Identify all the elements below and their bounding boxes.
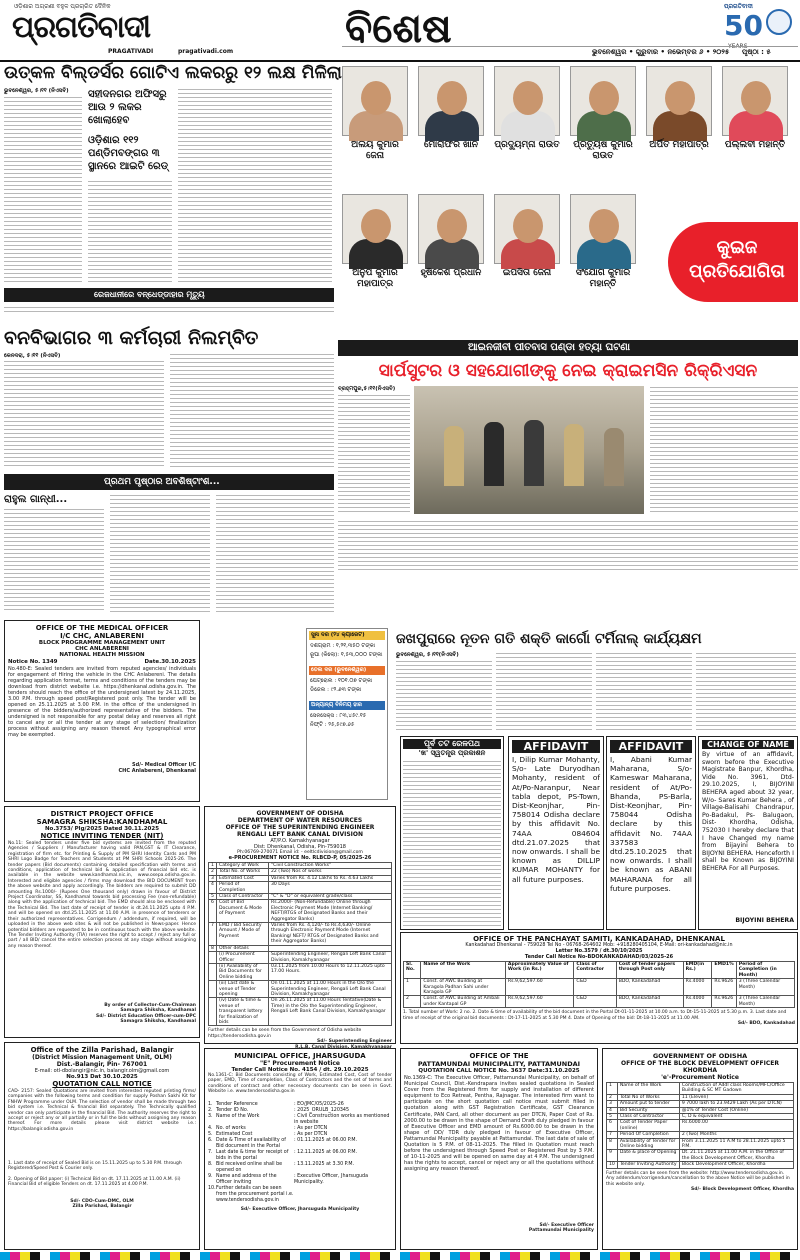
pattamundai-sign-1: Sd/- Executive Officer [539, 1223, 594, 1228]
continuation-label: ପ୍ରଥମ ପୃଷ୍ଠାର ଅବଶିଷ୍ଟାଂଶ... [104, 477, 220, 487]
balangir-body: CAD- 2157: Sealed Quotations are invited from interested reputed printing firms/ companies with the following terms and condition for supply Poshan Sakhi Kit for FNHW Programme under OLM. The selection of vendor shall be made through two bid system i.e. Technical & financial Bid separately. The Technically qualified vendor can only participate in the financial Bid. The authority reserves the right to accept or reject any or all partially or in full the bids without assigning any reason thereof. For more details please visit district website i.e.: https://balangir.odisha.gov.in [8, 1089, 196, 1132]
khordha-title-3: KHORDHA [682, 1067, 718, 1074]
color-registration-bar [0, 1252, 800, 1260]
rahul-story [4, 494, 334, 616]
list-cell: Further details can be seen from the procurement portal i.e. www.tendersodisha.gov.in [216, 1186, 294, 1203]
table-cell: Const. of AWC Building at Ambali under Kantapal GP [421, 996, 506, 1008]
table-cell: 7 [209, 923, 217, 946]
anniversary-number: 50 [724, 9, 763, 42]
quiz-panel [338, 62, 798, 324]
list-cell: Date & Time of availability of Bid document in the Portal [216, 1138, 286, 1149]
list-cell: 7. [208, 1150, 213, 1155]
samagra-title-3: NOTICE INVITING TENDER (NIT) [40, 832, 164, 840]
table-cell: 4 [607, 1107, 618, 1113]
balangir-item-1: 1. Last date of receipt of Sealed Bid is on 15.11.2025 up to 5.30 P.M. through Registered/Speed Post & Courier only. [8, 1161, 182, 1172]
date-strip [342, 46, 798, 58]
table-cell: Rs.9,62,597.60 [505, 979, 573, 996]
table-header-cell: Approximately Value of Work (in Rs.) [505, 962, 573, 979]
affidavit-2-title: AFFIDAVIT [610, 740, 692, 753]
list-cell: : 13.11.2025 at 3.30 P.M. [294, 1162, 355, 1167]
list-cell [294, 1186, 390, 1204]
list-cell: No. of works [216, 1126, 246, 1131]
list-cell: Bid received online shall be opened on [216, 1162, 283, 1173]
water-title-6: Dist: Dhenkanal, Odisha, Pin-759018 [254, 844, 346, 850]
winner-photo [494, 194, 560, 264]
winner-photo [342, 194, 408, 264]
table-cell: C, D & equivalent [679, 1114, 793, 1120]
petrol-row-2: ଡିଜେଲ : ୯୨.୬୩ ଟଙ୍କା [310, 687, 362, 693]
list-cell: : Civil Construction works as mentioned in website [294, 1114, 390, 1125]
petrol-row-1: ପେଟ୍ରୋଲ : ୧୦୧.୦୭ ଟଙ୍କା [310, 678, 373, 684]
list-cell: Tender Reference [216, 1102, 258, 1107]
gold-label: ସୁନା ଦର (୨୪ କ୍ୟାରେଟ) [309, 631, 385, 640]
table-cell: BDO, Kankadahad [616, 996, 683, 1008]
table-row [209, 900, 392, 923]
table-header-cell: Cost of tender papers through Post only [616, 962, 683, 979]
page-number: ପୃଷ୍ଠା : ୫ [742, 48, 771, 56]
notice-affidavit-1 [508, 736, 604, 930]
winner-photo [342, 66, 408, 136]
table-row [209, 875, 392, 881]
table-cell: Rs.4000 [683, 996, 712, 1008]
winner-photo [418, 66, 484, 136]
table-header-cell: Name of the Work [421, 962, 506, 979]
table-cell: 2 [607, 1094, 618, 1100]
murder-story [338, 326, 798, 628]
balangir-title-4: QUOTATION CALL NOTICE [52, 1080, 152, 1088]
quiz-title: କୁଇଜ ପ୍ରତିଯୋଗିତା [689, 237, 785, 282]
emblem-icon [766, 9, 792, 35]
kankadahad-subtitle: Tender Call Notice No-BDOKANKADAHAD/03/2025-26 [524, 954, 674, 960]
list-cell: 10. [208, 1186, 216, 1191]
table-row [209, 998, 392, 1026]
notice-change-name [698, 736, 798, 930]
table-cell: Rs.6000.00 [679, 1120, 793, 1132]
gold-row-2: ରୂପା (କିଲୋ): ୧,୫୩,୦୦୦ ଟଙ୍କା [310, 652, 383, 658]
table-cell: Construction of Addl class Rooms/MFC/Office Building & SC MT Gadown [679, 1083, 793, 1095]
table-cell: 1 [404, 979, 421, 996]
list-cell: 2. [208, 1108, 213, 1113]
cargo-story [396, 630, 798, 734]
table-cell: 2 [404, 996, 421, 1008]
table-cell: Other details [217, 945, 269, 951]
notice-samagra [4, 806, 200, 1038]
notice-pattamundai [400, 1048, 598, 1250]
winner-name: ଇପସିତା ଜେନା [502, 268, 552, 278]
affidavit-1-title: AFFIDAVIT [512, 740, 600, 753]
table-cell: Estimated Cost [217, 875, 269, 881]
table-cell: On 01.11.2025 at 11.00 Hours in the O/o the Superintending Engineer, Rengali Left Bank Canal Division, Kamakhyanagar [269, 981, 392, 998]
table-cell: Name of the Work [617, 1083, 679, 1095]
lancer-caption: ରେଜଧାନୀରେ ବନ୍ଧେଡ୍‌ଡାହାର ମୃତ୍ୟୁ [94, 290, 205, 299]
list-cell: Name and address of the Officer inviting [216, 1174, 277, 1185]
balangir-title-3: Dist.-Balangir, Pin- 767001 [56, 1061, 148, 1068]
winner-photo [418, 194, 484, 264]
table-cell: Varies from Rs. 4.12 Lakhs to Rs. 4.63 Lakhs [269, 875, 392, 881]
balangir-sign-2: Zilla Parishad, Balangir [72, 1204, 132, 1210]
list-item [208, 1150, 392, 1162]
table-cell: 11 (Eleven) [679, 1094, 793, 1100]
medical-title-3: BLOCK PROGRAMME MANAGEMENT UNIT [38, 640, 166, 646]
water-title-2: DEPARTMENT OF WATER RESOURCES [237, 817, 363, 824]
table-cell: Bid Security [617, 1107, 679, 1113]
table-cell: Total No of Works [617, 1094, 679, 1100]
list-cell: : EO/JMC/05/2025-26 [294, 1102, 344, 1107]
medical-title-5: NATIONAL HEALTH MISSION [59, 652, 145, 658]
table-cell: Dt. 21.11.2025 at 11.00 A.M. in the Office of the Block Development Officer, Khordha [679, 1150, 793, 1162]
table-row [209, 882, 392, 894]
balangir-title-2: (District Mission Management Unit, OLM) [32, 1054, 172, 1061]
list-cell: Estimated Cost [216, 1132, 253, 1137]
list-cell: : As per DTCN [294, 1126, 328, 1131]
water-title-4: RENGALI LEFT BANK CANAL DIVISION [236, 831, 364, 838]
list-cell: 8. [208, 1162, 213, 1167]
table-cell: (ii) Availability of Bid Documents for Online bidding [217, 963, 269, 980]
petrol-label: ତେଲ ଦର (ଭୁବନେଶ୍ୱର) [309, 666, 385, 675]
market-label: ଅନ୍ୟାନ୍ୟ ବିନିମୟ ହାର [309, 701, 385, 710]
khordha-title-4: 'e'-Procurement Notice [661, 1074, 739, 1081]
winner-name: ହୃଷିକେଶ ପ୍ରଧାନ [420, 268, 482, 278]
murder-headline: ସାର୍ପସୁଟର ଓ ସହଯୋଗୀଙ୍କୁ ନେଇ କ୍ରାଇମସିନ ରିକ୍ରିଏସନ [378, 361, 758, 381]
table-row [209, 963, 392, 980]
notice-kankadahad [400, 932, 798, 1044]
medical-title-1: OFFICE OF THE MEDICAL OFFICER [35, 624, 169, 632]
table-cell: 6 [607, 1120, 618, 1132]
section-title: ବିଶେଷ [345, 6, 452, 52]
balangir-item-2: 2. Opening of Bid paper: (i) Technical Bid on dt. 17.11.2025 at 11.00 A.M. (ii) Financial Bid of eligible Tenders on dt. 17.11.2025 at 4.00 P.M. [8, 1177, 181, 1188]
jharsuguda-body: No.1361-C: Bid Documents consisting of Work, Estimated Cost, Cost of tender paper, EMD, Time of completion, Class of Contractors and the set of terms and conditions of contract and other necessary documents can be seen in Govt. Website i.e. www.tendersodisha.gov.in [208, 1073, 392, 1095]
pattamundai-title-2: PATTAMUNDAI MUNICIPALITY, PATTAMUNDAI [417, 1060, 581, 1068]
market-row-1: ସେନସେକ୍ସ : ୮୩,୪୫୯.୧୫ [310, 713, 367, 719]
change-name-body: By virtue of an affidavit, sworn before the Executive Magistrate Banpur, Khordha, Vide No. 3961, Dtd-29.10.2025, I, BIJOYINI BEHERA aged about 32 year, W/o- Sares Kumar Behera , of Village-Balisahi Chandrapur, Po-Badakul, Ps- Balugaon, Dist- Khordha, Odisha, 752030 I hereby declare that I have Changed my name from Bijayini Behera to BIJOYNI BEHERA. Henceforth I shall be Known as BIJOYINI BEHERA For all Purposes. [702, 751, 794, 872]
table-cell: 22 (Two) Nos of works [269, 869, 392, 875]
table-cell [209, 963, 217, 980]
medical-sign-1: Sd/- Medical Officer I/C [131, 762, 196, 768]
table-row [209, 981, 392, 998]
water-title-5: AT/P.O. Kamakhyanagar [270, 838, 330, 844]
winner-photo [570, 66, 636, 136]
table-row [209, 952, 392, 964]
forest-story [4, 326, 334, 494]
pattamundai-sign-2: Pattamundai Municipality [528, 1228, 594, 1234]
table-row [607, 1162, 794, 1168]
lancer-story [4, 62, 342, 324]
table-cell: From 3.11.2025 11 A.M to 28.11.2025 upto 5 P.M. [679, 1138, 793, 1150]
table-row [404, 979, 795, 996]
quiz-title-badge [668, 222, 798, 302]
table-cell: Tender Inviting Authority [617, 1162, 679, 1168]
table-row [607, 1101, 794, 1107]
table-cell: 9 [607, 1150, 618, 1162]
table-cell: "C" & "D" or equivalent grade/class [269, 894, 392, 900]
kankadahad-title: OFFICE OF THE PANCHAYAT SAMITI, KANKADAHAD, DHENKANAL [473, 935, 725, 943]
list-item [208, 1162, 392, 1174]
samagra-sign-2: Samagra Shiksha, Kandhamal [120, 1008, 196, 1014]
kankadahad-footer: 1. Total number of Work: 2 no. 2. Date & time of availability of the bid document in the Portal Dt-01-11-2025 at 10.00 a.m. to Dt-15-11-2025 at 5.30 p.m. 3. Last date and time of receipt of the original bid documents : Dt-17-11-2025 at 5.30 PM 4. Date of Opening of the bid: Dt-18-11-2025 at 11.00 AM. [403, 1010, 787, 1021]
medical-body: No.480-E: Sealed tenders are invited from reputed agencies/ individuals for engagement of Hiring the vehicle in the CHC Anlabereni. The details regarding application format, terms and conditions of the tenders may be download from district website i.e. https://dhenkanal.odisha.gov.in. The tenders should reach the office of the undersigned latest by 24.11.2025, 3.00 P.M. through speed post/Registered post only. The tender will be opened on 25.11.2025 at 3.00 P.M. in the office of the undersigned in presence of the bidders/authorized representative of the bidders. The undersigned is not responsible for any postal delay and reserves all right to cancel any or all the tender at any stage of selection/ finalization process without assigning any reason thereof. Any typographical error may be exempted. [8, 666, 196, 738]
table-cell: 30 Days [269, 882, 392, 894]
table-header-cell: Period of Completion (in Month) [736, 962, 794, 979]
rahul-title: ରାହୁଲ ଗାନ୍ଧୀ... [4, 494, 68, 505]
murder-banner-text: ଆଇନଜୀବୀ ପୀତବାସ ପଣ୍ଡା ହତ୍ୟା ଘଟଣା [468, 342, 631, 353]
table-cell: 4 [209, 882, 217, 894]
water-sign-1: Sd/- Superintending Engineer [317, 1039, 392, 1045]
list-cell: 1. [208, 1102, 213, 1107]
lancer-headline: ଉତ୍କଳ ବିଲ୍ଡର୍ସର ଗୋଟିଏ ଲକରରୁ ୧୨ ଲକ୍ଷ ମିଳିଲା [4, 63, 342, 83]
list-cell: : 2025_ORULB_120345 [294, 1108, 350, 1113]
list-cell: 3. [208, 1114, 213, 1119]
crime-scene-photo [414, 386, 644, 514]
table-cell: 2 [209, 869, 217, 875]
table-cell: Varies from Rs. 4,120/- to Rs.4,630/- Online through Electronic Payment Mode (Internet Banking/ NEFT/ RTGS of Designated Banks and their Aggregator Banks) [269, 923, 392, 946]
pattamundai-body: No.1369-C: The Executive Officer, Pattamundai Municipality, on behalf of Municipal Council, Dist.-Kendrapara invites sealed quotations in Sealed Cover from the Registered firm for supply and installation of different equipment to Eco Retreat, Pentha, Rajnagar. The interested firm want to participate on the short quotation call notice must submit filled in quotation along with GST Registration Certificate, GST Clearance Certificate, PAN Card, all other document as per DTCN, Paper Cost of Rs. 2000.00 to be drawn in the shape of Demand Draft duly pledged in favour of Executive Officer and EMD amount of Rs.6000.00 to be drawn in the shape of DD/ TDR duly pledged in favour of Executive Officer, Pattamundai Municipality payable at Pattamundai. The last date of sale of Quotation is 5 P.M. of 08-11-2025. The filled in Quotation must reach before the undersigned through Speed Post or Registered Post by 3 P.M. of 10-11-2025 and will be opened on same day at 4 P.M. The undersigned has the rights to accept, cancel or reject any or all the quotations without assigning any reason thereof. [404, 1075, 594, 1173]
table-cell: 9 7000 lakh to 23.9429 Lakh (As per DTCN) [679, 1101, 793, 1107]
table-cell: EMD / Bid Security Amount / Mode of Payment [217, 923, 269, 946]
table-cell [209, 952, 217, 964]
railway-sub: 'ଖ' ସ୍ୱତନ୍ତ୍ର ପ୍ରକାଶନ [418, 749, 486, 757]
table-cell: Rs.2000/- (Non-Refundable) Online through Electronic Payment Mode (Internet Banking/ NEFT/RTGS of Designated Banks and their Aggregator Banks) [269, 900, 392, 923]
table-cell: Block Development Officer, Khordha [679, 1162, 793, 1168]
winner-photo [494, 66, 560, 136]
table-cell: Superintending Engineer, Rengali Left Bank Canal Division, Kamakhyanagar [269, 952, 392, 964]
list-cell: 6. [208, 1138, 213, 1143]
notice-balangir [4, 1042, 200, 1250]
masthead-tagline: ଓଡ଼ିଶାର ଅଗ୍ରଣୀ ବହୁଳ ପ୍ରଚାରିତ ଦୈନିକ [14, 3, 111, 10]
winner-photo [646, 66, 712, 136]
table-row [607, 1138, 794, 1150]
notice-medical [4, 620, 200, 802]
kankadahad-table [403, 961, 795, 1008]
balangir-email[interactable]: E-mail: otl-dbolangir@nic.in, balangir.olm@gmail.com [34, 1068, 170, 1074]
kankadahad-sign: Sd/- BDO, Kankadahad [737, 1021, 795, 1027]
table-row [607, 1083, 794, 1095]
list-cell: : 12.11.2025 at 06.00 P.M. [294, 1150, 358, 1155]
table-cell: Class of Contractor [217, 894, 269, 900]
samagra-ref: No.3753/ Plg/2025 Dated 30.11.2025 [44, 826, 160, 832]
forest-dateline: କେନଦରା, ୫।୧୧ (ନିଏସବି) [4, 353, 61, 359]
water-title-3: OFFICE OF THE SUPERINTENDING ENGINEER [225, 824, 375, 831]
table-row [209, 923, 392, 946]
table-cell: Const. of AWC Building at Karagola Padhan Sahi under Karagola GP [421, 979, 506, 996]
table-cell: 2 (Two) Months [679, 1132, 793, 1138]
jharsuguda-ref: Tender Call Notice No. 4154 / dt. 29.10.2025 [231, 1067, 369, 1073]
kankadahad-ref: Letter No.3579 / dt.30/10/2025 [555, 948, 643, 954]
notice-railway [400, 736, 504, 930]
notice-jharsuguda [204, 1048, 396, 1250]
pattamundai-ref: QUOTATION CALL NOTICE No. 3637 Date:31.10.2025 [418, 1068, 580, 1074]
winner-photo [570, 194, 636, 264]
railway-title: ପୂର୍ବ ତଟ ରେଳପଥ [403, 739, 501, 749]
table-header-cell: EMD(in Rs.) [683, 962, 712, 979]
market-row-2: ନିଫ୍ଟି : ୨୫,୫୯୭.୬୫ [310, 722, 355, 728]
cargo-headline: ଜଖପୁରାରେ ନୂତନ ଗତି ଶକ୍ତି କାର୍ଗୋ ଟର୍ମିନାଲ୍ କାର୍ଯ୍ୟକ୍ଷମ [396, 631, 702, 647]
winner-photo [722, 66, 788, 136]
table-cell: C&D [574, 979, 616, 996]
masthead-logo-sub: PRAGATIVADI [108, 48, 154, 55]
list-cell: Tender ID No. [216, 1108, 249, 1113]
medical-title-2: I/C CHC, ANLABERENI [60, 632, 144, 640]
samagra-title-2: SAMAGRA SHIKSHA:KANDHAMAL [36, 818, 168, 826]
change-name-title: CHANGE OF NAME [702, 740, 794, 749]
continuation-banner [4, 474, 334, 490]
table-cell: Date & place of Opening [617, 1150, 679, 1162]
list-cell: 9. [208, 1174, 213, 1179]
list-cell: Last date & time for receipt of bids in the portal [216, 1150, 289, 1161]
date-line: ଭୁବନେଶ୍ୱର • ଗୁରୁବାର • ନଭେମ୍ବର ୬ • ୨୦୨୫ [592, 48, 730, 56]
khordha-footer: Further details can be seen from the website: http://www.tendersodisha.gov.in. Any addendum/corrigendum/cancellation to the above Notice will be published in this website only. [606, 1170, 790, 1187]
table-cell: 5 [209, 894, 217, 900]
winner-name: ଅର୍ପିତ ମହାପାତ୍ର [649, 140, 709, 150]
list-cell: 4. [208, 1126, 213, 1131]
list-cell: : As per DTCN [294, 1132, 328, 1137]
table-cell: (i) Procurement Officer [217, 952, 269, 964]
samagra-sign-4: Samagra Shiksha, Kandhamal [120, 1019, 196, 1025]
water-title-7: e-PROCUREMENT NOTICE No. RLBCD-P, 05/2025-26 [228, 855, 372, 861]
jharsuguda-sign: Sd/- Executive Officer, Jharsuguda Municipality [240, 1207, 360, 1212]
winner-name: ଅନୁପ କୁମାର ମହାପାତ୍ର [352, 268, 398, 289]
jharsuguda-title-1: MUNICIPAL OFFICE, JHARSUGUDA [234, 1052, 366, 1060]
masthead-website[interactable]: pragativadi.com [178, 48, 234, 55]
khordha-sign: Sd/- Block Development Officer, Khordha [691, 1186, 794, 1192]
change-name-sign: BIJOYINI BEHERA [735, 917, 794, 924]
table-header-cell: Sl. No. [404, 962, 421, 979]
table-cell: C&D [574, 996, 616, 1008]
lancer-subhead-1: ସହୀଦନଗର ଅଫିସରୁ ଆଉ ୨ ଲକର ଖୋଲାହେବ [88, 89, 167, 126]
table-cell: 5 [607, 1114, 618, 1120]
water-table [208, 862, 392, 1026]
kankadahad-contact: Kankadahad Dhenkanal - 759028 Tel No - 06768-264602 Mob: +918280405104, E-Mail: ori-kankadahad@nic.in [465, 943, 733, 948]
table-cell: (iii) Last date & venue of Tender opening [217, 981, 269, 998]
masthead [0, 0, 800, 58]
table-cell: Rs.9,62,597.60 [505, 996, 573, 1008]
winner-name: ପଲ୍ଲବୀ ମହାନ୍ତି [724, 140, 786, 150]
notice-water [204, 806, 396, 1044]
lancer-subhead-2: ଓଡ଼ିଶାର ୧୧୨ ପଣ୍ଡିମବଙ୍ଗର ୩ ସ୍ଥାନରେ ଆଇଟି ରେଡ୍ [88, 135, 169, 172]
list-item [208, 1186, 392, 1204]
table-cell: "Civil Construction Works" [269, 863, 392, 869]
samagra-title-1: DISTRICT PROJECT OFFICE [50, 810, 154, 818]
affidavit-2-body: I, Abani Kumar Maharana, S/o- Kameswar Maharana, resident of At/Po-Bhanda, PS-Barla, Dist-Keonjhar, Pin-758044 Odisha declare by this affidavit No. 74AA 337583 dtd.25.10.2025 that now onwards. I shall be known as ABANI MAHARANA for all future purposes. [610, 755, 692, 893]
masthead-logo[interactable]: ପ୍ରଗତିବାଦୀ [12, 10, 151, 45]
water-contact: Ph:06769-270071 Email id: - eeltlcdivision@gmail.com [237, 850, 363, 855]
table-row [607, 1150, 794, 1162]
pattamundai-title-1: OFFICE OF THE [469, 1052, 529, 1060]
table-header-cell: Class of Contractor [574, 962, 616, 979]
notice-affidavit-2 [606, 736, 696, 930]
list-item [208, 1114, 392, 1126]
table-cell: Rs.9626 [712, 979, 736, 996]
table-cell: BDO, Kankadahad [616, 979, 683, 996]
list-item [208, 1174, 392, 1186]
table-cell: Period Of Completion [617, 1132, 679, 1138]
balangir-sign-1: Sd/- CDO-Cum-DMC, OLM [70, 1199, 134, 1204]
table-cell: 03.11.2025 from 10.00 Hours to 12.11.2025 upto 17.00 Hours. [269, 963, 392, 980]
water-footer: Further details can be seen from the Government of Odisha website https://tendersodisha.gov.in [208, 1028, 362, 1039]
table-row [404, 996, 795, 1008]
water-title-1: GOVERNMENT OF ODISHA [256, 810, 344, 817]
table-cell: Availability of Tender for Online bidding [617, 1138, 679, 1150]
table-cell: Period of Completion [217, 882, 269, 894]
medical-sign-2: CHC Anlabereni, Dhenkanal [118, 768, 196, 774]
gold-row-1: ଦଶଗ୍ରାମ : ୧,୨୧,୩୫୦ ଟଙ୍କା [310, 643, 376, 649]
table-cell: Rs.9626 [712, 996, 736, 1008]
table-cell: Category of Work [217, 863, 269, 869]
balangir-ref: No.913 Dat 30.10.2025 [66, 1074, 138, 1080]
winner-name: ମୋରାଫର ଖାନ [423, 140, 479, 150]
table-cell: Cost of Bid Document & Mode of Payment [217, 900, 269, 923]
table-cell: 3 (Three Calendar Month) [736, 979, 794, 996]
khordha-table [606, 1082, 794, 1169]
winner-name: ପ୍ରଦ୍ୟୁମ୍ନା ରାଉତ [494, 140, 560, 150]
list-cell: : Executive Officer, Jharsuguda Municipality. [294, 1174, 369, 1185]
table-cell: 10 [607, 1162, 618, 1168]
samagra-body: No.11: Sealed tenders under five bid systems are invited from the reputed Agencies / Suppliers / Manufacturer having valid PAN,GST & IT Clearance, registration of firm etc. for Printing & Supply of PM SHRI Identity Cards and PM SHRI Logo Badge for Teachers and Students at PM SHRI Schools 2025-26. The tender papers (Bid documents) containing detailed specification with terms and conditions, application of technical bid & application of financial bid etc. is available in the website www.kandhamal.nic.in, www.osepa.odisha.gov.in. Interested and eligible agencies / firms may download the BID DOCUMENT from the above website and apply accordingly. The bidders are required to submit DD amounting Rs.1000/- (Rupees One thousand only) drawn in favour of District Project Coordinator, SS, Kandhamal towards bid processing Fee (non-refundable) along with the application of technical bid. The EMD should also be enclosed with the Technical Bid. The last date of receipt of tender is dt.24.11.2025 upto 4 P.M. and will be opened on dtd.25.11.2025 at 11.00 A.M. in presence of tenderers or their authorized representatives. Corrigendum / addendum, if required, will be uploaded in the above web sites & will not be published in News-paper. Hence potential bidders are requested to be in continuous touch with the above website. The Tender Inviting Authority (TIA) reserves the right to accept / reject any full or part / all BID/ cancel the entire selection process at any stage without assigning any reason thereof. [8, 841, 196, 949]
table-cell: 7 [607, 1132, 618, 1138]
table-cell: 3 [607, 1101, 618, 1107]
medical-title-4: CHC ANLABERENI [75, 646, 129, 652]
lancer-dateline: ଭୁବନେଶ୍ୱର, ୫।୧୧ (ନିଏସବି) [4, 88, 69, 94]
anniversary-label: YEARS [728, 43, 748, 50]
table-cell: 3 (Three Calendar Month) [736, 996, 794, 1008]
market-box [306, 628, 388, 800]
table-cell: 3 [209, 875, 217, 881]
table-cell [209, 981, 217, 998]
winner-name: ସଂଯୋଗ କୁମାର ମହାନ୍ତି [575, 268, 631, 289]
list-cell: Name of the Work [216, 1114, 260, 1119]
forest-headline: ବନବିଭାଗର ୩ କର୍ମଚାରୀ ନିଲମ୍ବିତ [4, 327, 259, 349]
table-cell [209, 998, 217, 1026]
balangir-title-1: Office of the Zilla Parishad, Balangir [30, 1046, 174, 1054]
medical-ref: Notice No. 1349 [8, 659, 58, 665]
murder-dateline: ବ୍ରହ୍ମପୁର,୫।୧୧(ନିଏସବି) [338, 386, 396, 392]
khordha-title-2: OFFICE OF THE BLOCK DEVELOPMENT OFFICER [621, 1060, 779, 1067]
murder-banner [338, 340, 798, 356]
table-cell: Rs.4000 [683, 979, 712, 996]
list-item [208, 1138, 392, 1150]
khordha-title-1: GOVERNMENT OF ODISHA [652, 1052, 748, 1060]
table-header-cell: EMD1% [712, 962, 736, 979]
table-row [607, 1120, 794, 1132]
winner-name: ଅଲୟ କୁମାର ଜେନା [351, 140, 399, 161]
table-cell: @1% of Tender Cost (Online) [679, 1107, 793, 1113]
table-cell: Total No. of Works [217, 869, 269, 875]
table-cell: 1 [607, 1083, 618, 1095]
lancer-caption-banner [4, 288, 334, 302]
table-cell: 6 [209, 900, 217, 923]
samagra-sign-3: Sd/- District Education Officer-cum-DPC [96, 1013, 196, 1019]
table-cell: Class of Contractor [617, 1114, 679, 1120]
table-cell: Amount put to tender [617, 1101, 679, 1107]
medical-date: Date.30.10.2025 [144, 659, 196, 665]
anniversary-brand: ପ୍ରଗତିବାଦୀ [724, 3, 753, 10]
jharsuguda-title-2: "E" Procurement Notice [259, 1060, 341, 1067]
table-cell: 8 [607, 1138, 618, 1150]
affidavit-1-body: I, Dilip Kumar Mohanty, S/o- Late Duryodhan Mohanty, resident of At/Po-Naranpur, Near tabla depot, PS-Town, Dist-Keonjhar, Pin-758014 Odisha declare by this affidavit No. 74AA 084604 dtd.21.07.2025 that now onwards. I shall be known as DILLIP KUMAR MOHANTY for all future purposes. [512, 755, 600, 884]
cargo-dateline: ଭୁବନେଶ୍ୱର, ୫।୧୧(ନିଏସବି) [396, 652, 459, 658]
table-cell: (iv) Date & time & venue of transparent lottery for finalization of bids [217, 998, 269, 1026]
table-cell: 1 [209, 863, 217, 869]
winner-name: ପ୍ରତ୍ୟୁଷ କୁମାର ରାଉତ [573, 140, 633, 161]
table-cell: Cost of Tender Paper (online) [617, 1120, 679, 1132]
samagra-sign-1: By order of Collector-Cum-Chairman [104, 1003, 196, 1008]
table-cell: 8 [209, 945, 217, 951]
table-cell: On 26.11.2025 at 11.00 Hours Tentative(Date & Time) in the O/o the Superintending Engineer, Rengali Left Bank Canal Division, Kamakhyanagar [269, 998, 392, 1026]
list-cell: : 01.11.2025 at 06.00 P.M. [294, 1138, 358, 1143]
notice-khordha [602, 1048, 798, 1250]
list-cell: 5. [208, 1132, 213, 1137]
